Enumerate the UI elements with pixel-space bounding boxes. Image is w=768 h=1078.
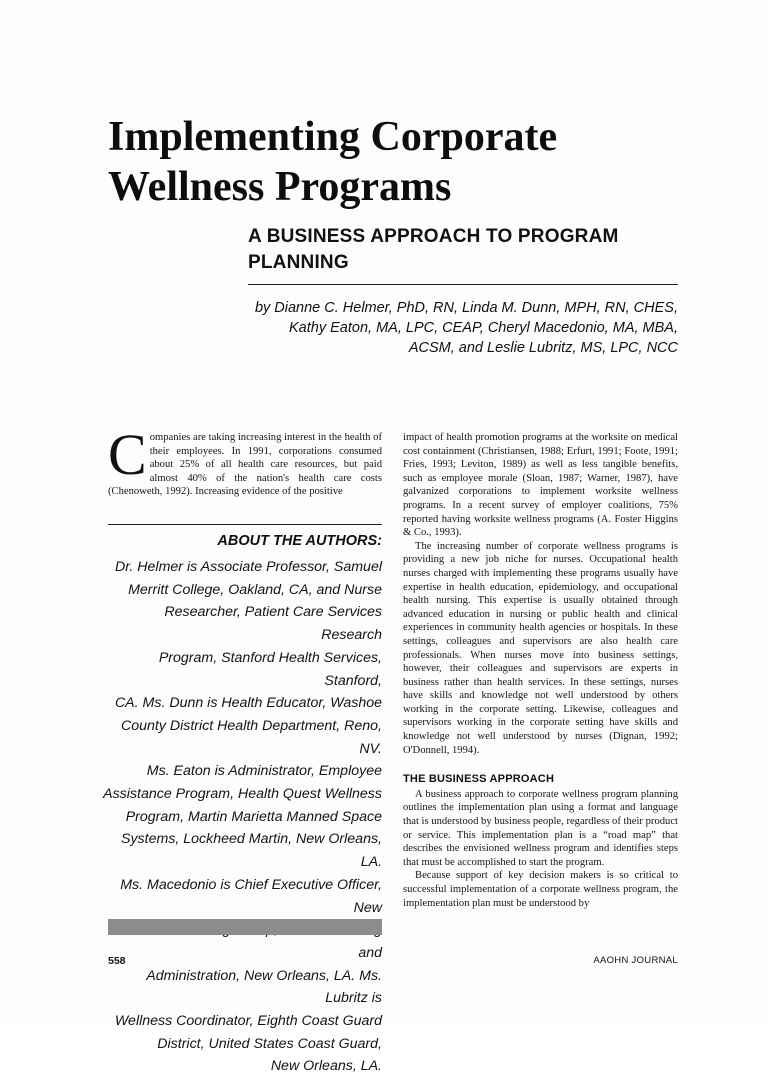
author-bio-line: CA. Ms. Dunn is Health Educator, Washoe <box>114 695 382 712</box>
author-bio-line: Systems, Lockheed Martin, New Orleans, LA. <box>121 831 382 871</box>
byline-line-2: Kathy Eaton, MA, LPC, CEAP, Cheryl Macedonio, MA, MBA, <box>289 320 678 336</box>
author-bio-line: Assistance Program, Health Quest Wellness <box>103 786 382 803</box>
body-paragraph: impact of health promotion programs at the worksite on medical cost containment (Christiansen, 1988; Erfurt, 1991; Foote, 1991; Fries, 1993; Leviton, 1989) as well as less tangible benefits, such as employee morale (Sloan, 1987; Warner, 1987), have galvanized corporations to implement worksite wellness programs. In a recent survey of employer coalitions, 75% reported having worksite wellness programs (A. Foster Higgins & Co., 1993). <box>403 432 678 539</box>
author-bio-line: Program, Stanford Health Services, Stanford, <box>158 649 382 689</box>
author-bio-line: County District Health Department, Reno, NV. <box>120 717 382 757</box>
about-authors-body <box>100 556 382 1078</box>
body-paragraph: The increasing number of corporate wellness programs is providing a new job niche for nurses. Occupational health nurses charged with implementing these programs usually have expertise in health education, epidemiology, and occupational health nursing. This expertise is usually obtained through advanced education in nursing or public health and clinical experiences in community health agencies or hospitals. In these settings, colleagues and supervisors are also health care professionals. When nurses move into business settings, however, their colleagues and supervisors are experts in business rather than health services. In these settings, nurses have skills and knowledge not well understood by others working in the corporate setting. Likewise, colleagues and supervisors working in the corporate setting have skills and knowledge not well understood by nurses (Dignan, 1992; O'Donnell, 1994). <box>403 540 678 756</box>
section-heading: THE BUSINESS APPROACH <box>403 773 555 786</box>
title-line-2: Wellness Programs <box>108 164 452 210</box>
body-paragraph: Because support of key decision makers is so critical to successful implementation of a corporate wellness program, the implementation plan must be understood by <box>403 870 678 909</box>
author-bio-line: Program, Martin Marietta Manned Space <box>125 808 382 825</box>
right-column <box>403 431 678 910</box>
author-bio-line: Merritt College, Oakland, CA, and Nurse <box>128 581 382 598</box>
page-number: 558 <box>108 955 126 967</box>
author-bio-line: Researcher, Patient Care Services Research <box>164 604 382 644</box>
author-bio-line: New Orleans, LA. <box>270 1058 382 1075</box>
article-title <box>108 112 708 212</box>
journal-name: AAOHN JOURNAL <box>593 955 678 966</box>
intro-paragraph <box>108 422 382 499</box>
title-divider <box>248 284 678 285</box>
authors-divider <box>108 524 382 525</box>
author-bio-line: District, United States Coast Guard, <box>157 1035 382 1052</box>
author-bio-line: Administration, New Orleans, LA. Ms. Lubritz is <box>146 967 382 1007</box>
intro-text: ompanies are taking increasing interest in the health of their employees. In 1991, corporations consumed about 25% of all health care resources, but paid almost 40% of the nation's health care costs (Chenoweth, 1992). Increasing evidence of the positive <box>108 432 382 498</box>
author-bio-line: Ms. Eaton is Administrator, Employee <box>146 763 382 780</box>
drop-cap: C <box>108 422 147 487</box>
author-bio-line: Ms. Macedonio is Chief Executive Officer, New <box>120 876 382 916</box>
author-byline <box>236 298 678 358</box>
about-authors-heading: ABOUT THE AUTHORS: <box>217 533 382 549</box>
body-paragraph: A business approach to corporate wellness program planning outlines the implementation plan using a format and language that is understood by business people, regardless of their product or service. This implementation plan is a “road map” that describes the envisioned wellness program and identifies steps that must be accomplished to start the program. <box>403 788 678 868</box>
decorative-gray-bar <box>108 919 382 935</box>
author-bio-line: and <box>358 944 382 961</box>
byline-line-3: ACSM, and Leslie Lubritz, MS, LPC, NCC <box>408 340 678 356</box>
article-subtitle <box>248 224 688 276</box>
title-line-1: Implementing Corporate <box>108 114 558 160</box>
author-bio-line: Dr. Helmer is Associate Professor, Samuel <box>114 559 382 575</box>
subtitle-line-2: PLANNING <box>248 252 349 273</box>
subtitle-line-1: A BUSINESS APPROACH TO PROGRAM <box>248 226 619 247</box>
author-bio-line: Wellness Coordinator, Eighth Coast Guard <box>114 1013 382 1030</box>
byline-line-1: by Dianne C. Helmer, PhD, RN, Linda M. Dunn, MPH, RN, CHES, <box>254 300 678 316</box>
